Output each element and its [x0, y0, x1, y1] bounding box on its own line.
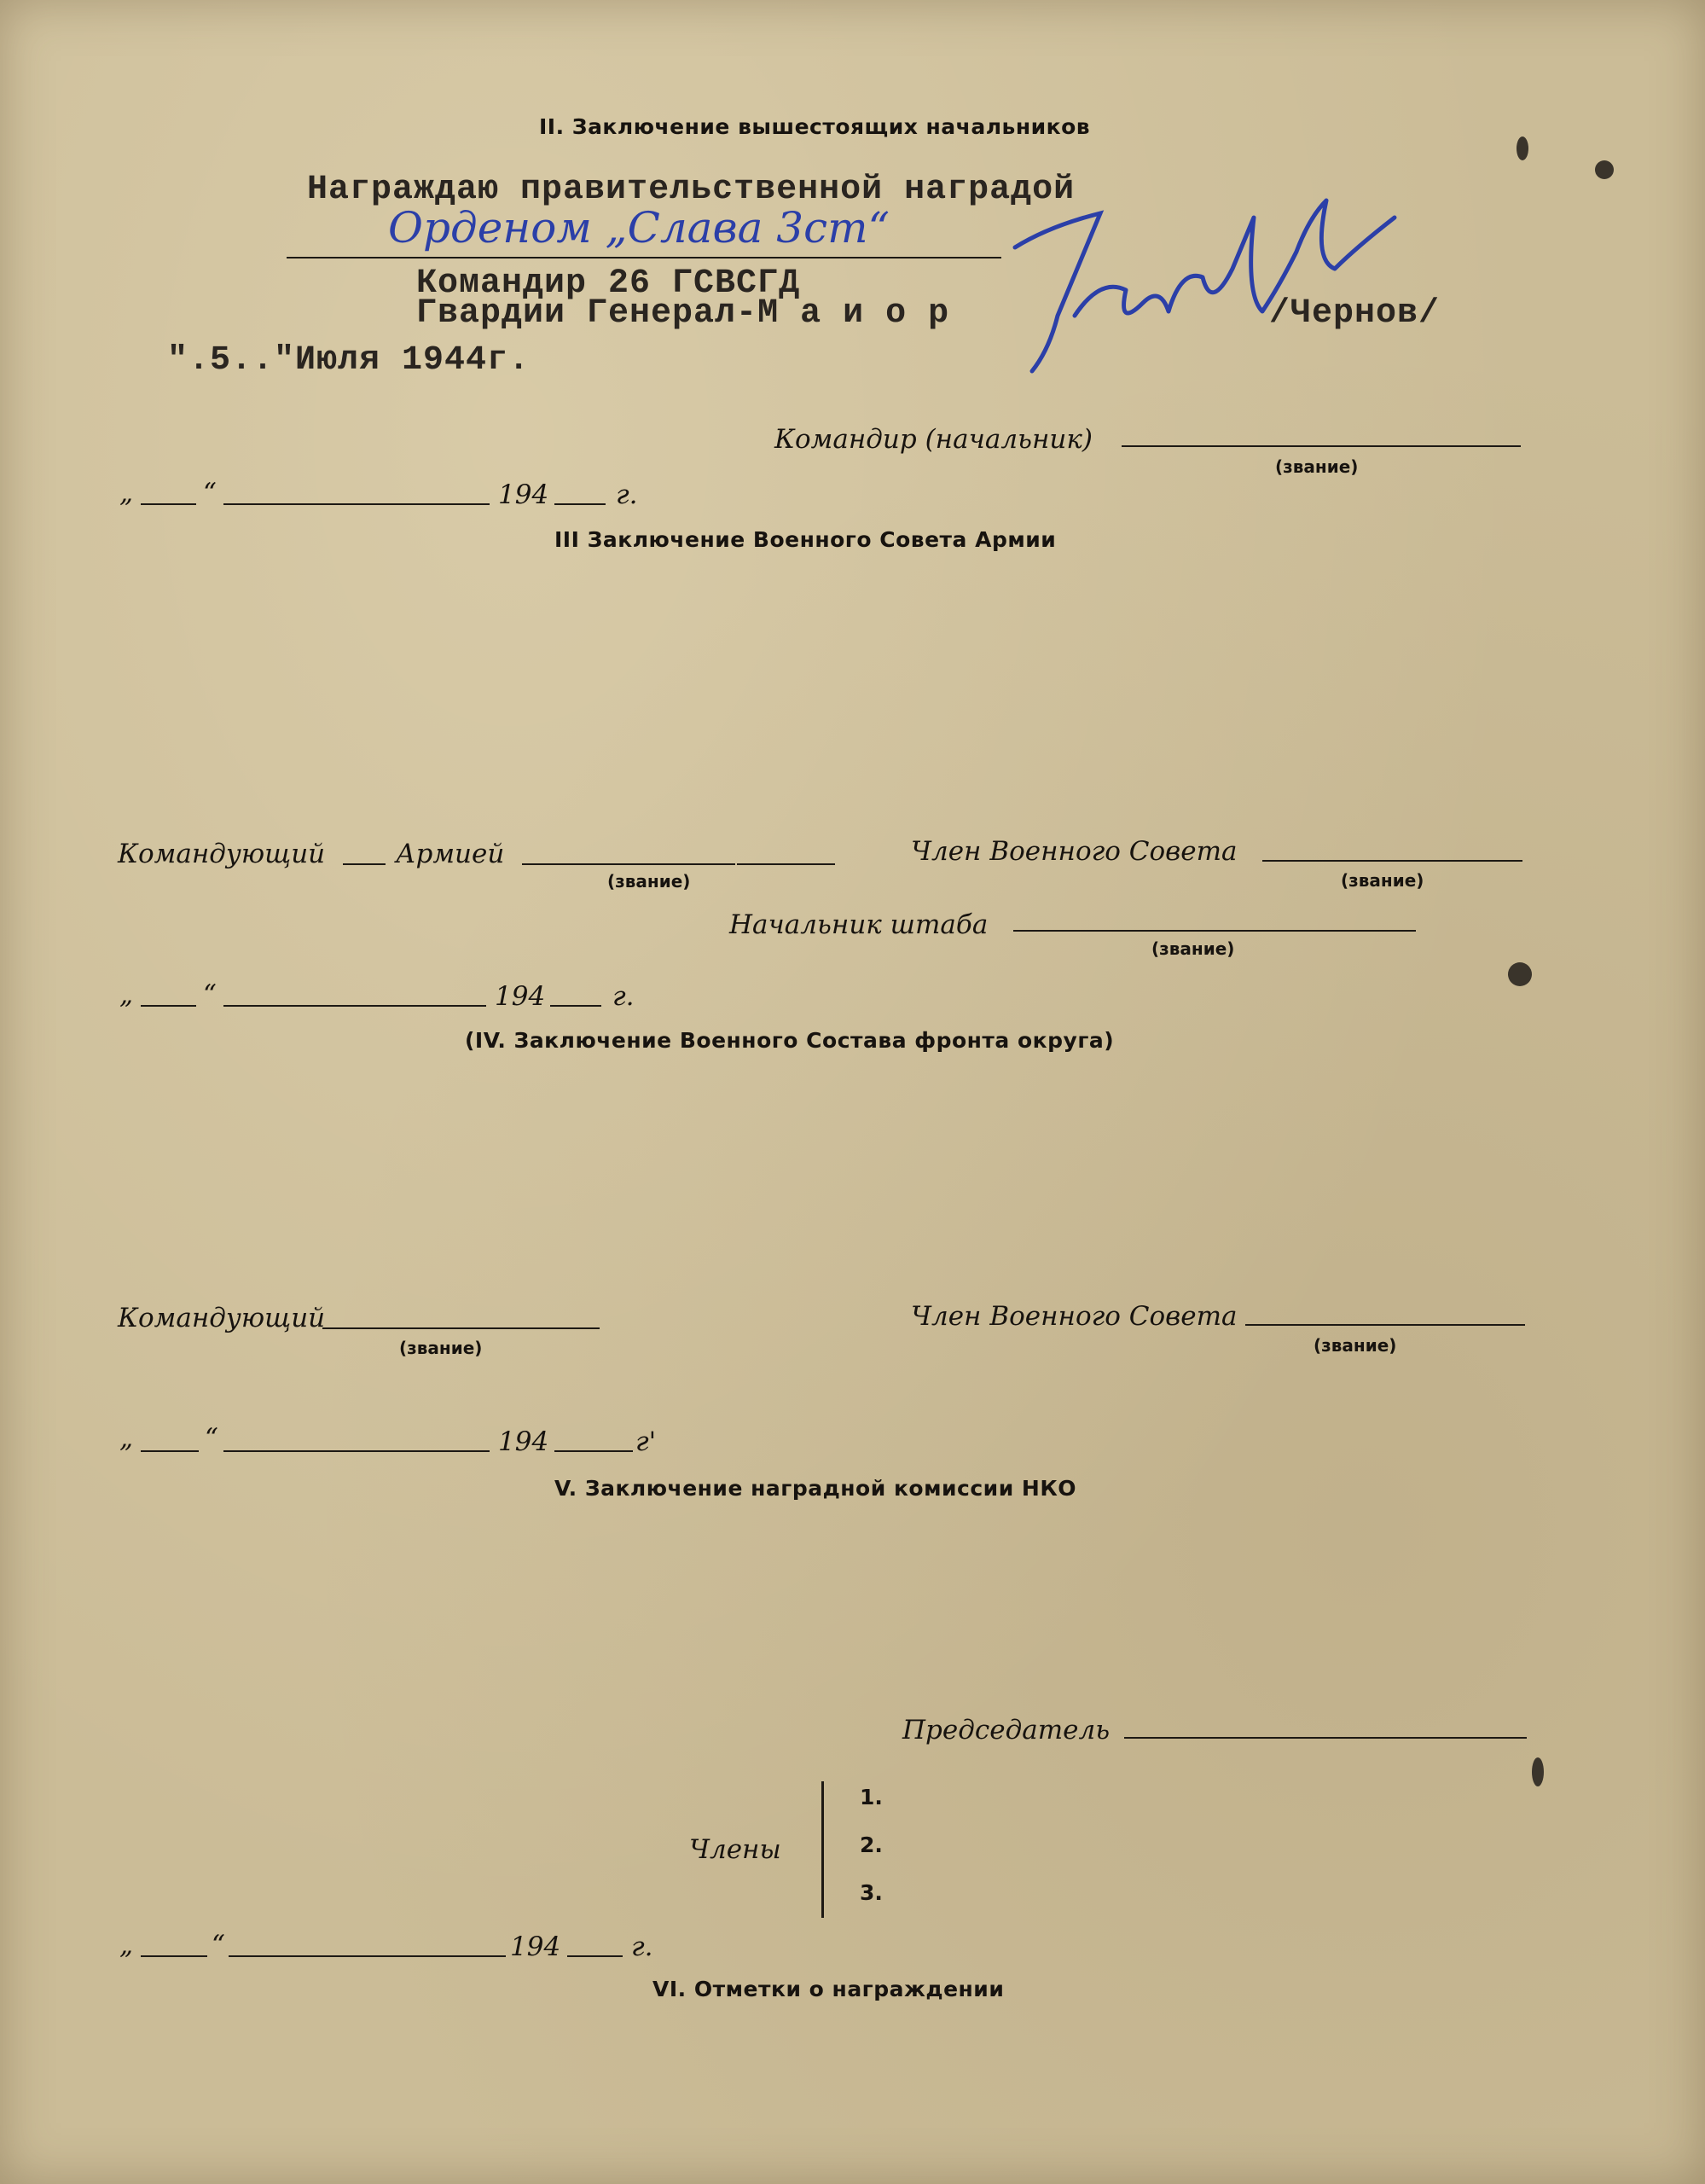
- chairman-line[interactable]: [1124, 1737, 1527, 1739]
- member-number: 1.: [860, 1785, 883, 1809]
- chief-of-staff-label: Начальник штаба: [729, 909, 989, 940]
- date-quote-open: „: [119, 1930, 134, 1960]
- date-day-line[interactable]: [141, 503, 196, 505]
- handwritten-signature: [998, 166, 1407, 388]
- date-year: 194: [495, 981, 546, 1012]
- award-underline: [287, 257, 1001, 258]
- punch-hole: [1517, 136, 1528, 160]
- member-number: 2.: [860, 1833, 883, 1857]
- army-rank-line[interactable]: [522, 863, 735, 865]
- front-commander-line[interactable]: [322, 1327, 600, 1329]
- members-label: Члены: [689, 1834, 781, 1865]
- date-suffix: г': [635, 1426, 657, 1457]
- date-quote-open: „: [119, 478, 134, 508]
- front-council-member-label: Член Военного Совета: [911, 1301, 1238, 1332]
- member-number: 3.: [860, 1880, 883, 1905]
- date-quote-close: “: [212, 1930, 225, 1960]
- date-year: 194: [498, 479, 549, 510]
- council-member-line[interactable]: [1262, 860, 1522, 862]
- date-year-line[interactable]: [567, 1955, 623, 1957]
- date-year: 194: [498, 1426, 549, 1457]
- council-member-label: Член Военного Совета: [911, 836, 1238, 867]
- date-day-line[interactable]: [141, 1955, 207, 1957]
- section-4-title: (IV. Заключение Военного Состава фронта округа): [465, 1028, 1115, 1053]
- section-6-title: VI. Отметки о награждении: [652, 1977, 1005, 2001]
- date-quote-close: “: [203, 979, 217, 1010]
- date-month-line[interactable]: [229, 1955, 506, 1957]
- typed-name: /Чернов/: [1269, 294, 1441, 333]
- date-day-line[interactable]: [141, 1450, 199, 1452]
- typed-commander: Командир 26 ГСВСГД: [416, 264, 801, 303]
- date-day-line[interactable]: [141, 1005, 196, 1007]
- chief-rank-caption: (звание): [1151, 938, 1235, 959]
- date-month-line[interactable]: [223, 1005, 486, 1007]
- typed-date: ".5.."Июля 1944г.: [167, 341, 531, 380]
- date-quote-open: „: [119, 1423, 134, 1454]
- chairman-label: Председатель: [902, 1715, 1111, 1745]
- date-year-line[interactable]: [554, 1450, 633, 1452]
- army-rank-caption: (звание): [607, 871, 691, 892]
- chief-of-staff-line[interactable]: [1013, 930, 1416, 932]
- commander-signature-line[interactable]: [1122, 445, 1521, 447]
- punch-hole: [1532, 1757, 1544, 1786]
- front-commander-label: Командующий: [118, 1303, 326, 1333]
- army-commander-label: Командующий: [118, 839, 326, 869]
- rank-caption: (звание): [1275, 456, 1359, 477]
- section-5-title: V. Заключение наградной комиссии НКО: [554, 1476, 1077, 1501]
- members-bracket: [821, 1781, 824, 1918]
- date-suffix: г.: [631, 1931, 653, 1962]
- handwritten-award: Орденом „Слава 3ст“: [388, 203, 890, 253]
- date-month-line[interactable]: [223, 1450, 490, 1452]
- date-year-line[interactable]: [550, 1005, 601, 1007]
- council-rank-caption: (звание): [1341, 870, 1424, 891]
- typed-award-text: Награждаю правительственной наградой: [307, 171, 1076, 209]
- front-rank-caption: (звание): [399, 1338, 483, 1358]
- army-blank-line[interactable]: [343, 863, 386, 865]
- date-quote-open: „: [119, 979, 134, 1010]
- front-council-rank-caption: (звание): [1314, 1335, 1397, 1356]
- date-suffix: г.: [612, 981, 635, 1012]
- section-3-title: III Заключение Военного Совета Армии: [554, 527, 1057, 552]
- date-suffix: г.: [616, 479, 638, 510]
- section-2-title: II. Заключение вышестоящих начальников: [539, 114, 1091, 139]
- commander-label: Командир (начальник): [774, 424, 1093, 455]
- front-council-member-line[interactable]: [1245, 1324, 1525, 1326]
- army-label: Армией: [396, 839, 505, 869]
- date-year-line[interactable]: [554, 503, 606, 505]
- army-signature-line[interactable]: [737, 863, 835, 865]
- punch-hole: [1508, 962, 1532, 986]
- date-year: 194: [510, 1931, 561, 1962]
- date-month-line[interactable]: [223, 503, 490, 505]
- date-quote-close: “: [203, 478, 217, 508]
- typed-rank: Гвардии Генерал-М а и о р: [416, 294, 950, 333]
- punch-hole: [1595, 160, 1614, 179]
- date-quote-close: “: [205, 1423, 218, 1454]
